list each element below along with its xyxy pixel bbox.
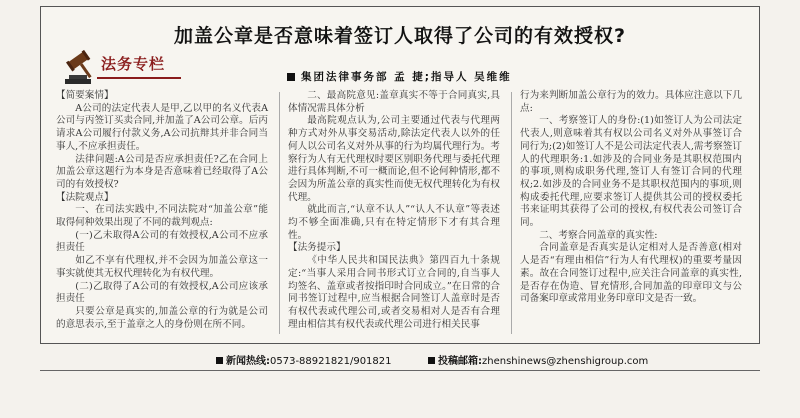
text-column-1 — [56, 90, 268, 331]
paragraph: (二)乙取得了A公司的有效授权,A公司应该承担责任 — [56, 280, 268, 305]
section-heading: 【法院观点】 — [56, 191, 114, 203]
gavel-icon — [61, 49, 101, 87]
email-label: 投稿邮箱: — [438, 356, 482, 367]
article-headline: 加盖公章是否意味着签订人取得了公司的有效授权? — [173, 25, 627, 47]
paragraph: 二、考察合同盖章的真实性: — [539, 229, 658, 241]
paragraph: 如乙不享有代理权,并不会因为加盖公章这一事实就使其无权代理转化为有权代理。 — [56, 255, 268, 279]
paragraph: 行为来判断加盖公章行为的效力。具体应注意以下几点: — [520, 90, 742, 114]
paragraph: (一)乙未取得A公司的有效授权,A公司不应承担责任 — [56, 229, 268, 254]
byline — [287, 69, 512, 84]
column-divider — [511, 92, 512, 334]
hotline-number: 0573-88921821/901821 — [270, 356, 392, 367]
byline-text: 集团法律事务部 孟 捷;指导人 吴维维 — [301, 71, 512, 83]
paragraph: 最高院观点认为,公司主要通过代表与代理两种方式对外从事交易活动,除法定代表人以外的任何人以公司名义对外从事的行为均属代理行为。考察行为人有无代理权时要区别职务代理与委托代理进行具体判断,不可一概而论,但不论何种情形,都不会因为所盖公章的真实性而使无权代理转化为有权代理。 — [288, 115, 500, 203]
paragraph: A公司的法定代表人是甲,乙以甲的名义代表A公司与丙签订买卖合同,并加盖了A公司公章。后丙请求A公司履行付款义务,A公司抗辩其并非合同当事人,不应承担责任。 — [56, 102, 268, 152]
bullet-square-icon — [428, 357, 435, 364]
hotline-label: 新闻热线: — [226, 356, 270, 367]
section-heading: 【法务提示】 — [288, 242, 346, 254]
paragraph: 《中华人民共和国民法典》第四百九十条规定:“当事人采用合同书形式订立合同的,自当事人均签名、盖章或者按指印时合同成立。”在日常的合同书签订过程中,应当根据合同签订人盖章时是否有权代表或代理公司,或者交易相对人是否有合理理由相信其有权代表或代理公司进行相关民事 — [288, 255, 500, 330]
byline-square-icon — [287, 73, 295, 81]
bullet-square-icon — [216, 357, 223, 364]
paragraph: 合同盖章是否真实是认定相对人是否善意(相对人是否“有理由相信”行为人有代理权)的重要考量因素。故在合同签订过程中,应关注合同盖章的真实性,是否存在伪造、冒充情形,合同加盖的印章印文与公司备案印章或常用业务印章印文是否一致。 — [520, 242, 742, 305]
text-column-3 — [520, 90, 742, 306]
column-logo — [61, 49, 181, 87]
paragraph: 只要公章是真实的,加盖公章的行为就是公司的意思表示,至于盖章之人的身份则在所不同。 — [56, 305, 268, 330]
section-heading: 【简要案情】 — [56, 90, 114, 101]
paragraph: 就此而言,“认章不认人”“认人不认章”等表述均不够全面准确,只有在特定情形下才有其合理性。 — [288, 204, 500, 241]
text-column-2 — [288, 90, 500, 331]
paragraph: 一、在司法实践中,不同法院对“加盖公章”能取得何种效果出现了不同的裁判观点: — [56, 204, 268, 229]
paragraph: 二、最高院意见:盖章真实不等于合同真实,具体情况需具体分析 — [288, 90, 500, 114]
email-address: zhenshinews@zhenshigroup.com — [482, 356, 649, 367]
page-footer — [40, 348, 760, 368]
paragraph: 一、考察签订人的身份:(1)如签订人为公司法定代表人,则意味着其有权以公司名义对外从事签订合同行为;(2)如签订人不是公司法定代表人,需考察签订人的代理职务:1.如涉及的合同业务是其职权范围内的事项,则构成职务代理,签订人有签订合同的代理权;2.如涉及的合同业务不是其职权范围内的事项,则构成委托代理,应要求签订人提供其公司的授权委托书来证明其获得了公司的授权,有权代表公司签订合同。 — [520, 115, 742, 229]
column-label: 法务专栏 — [101, 55, 166, 73]
footer-rule — [40, 370, 760, 371]
news-hotline — [216, 352, 392, 367]
column-label-underline — [97, 77, 181, 79]
column-divider — [279, 92, 280, 334]
submission-email — [428, 352, 648, 367]
paragraph: 法律问题:A公司是否应承担责任?乙在合同上加盖公章这题行为本身是否意味着已经取得了A公司的有效授权? — [56, 153, 268, 190]
